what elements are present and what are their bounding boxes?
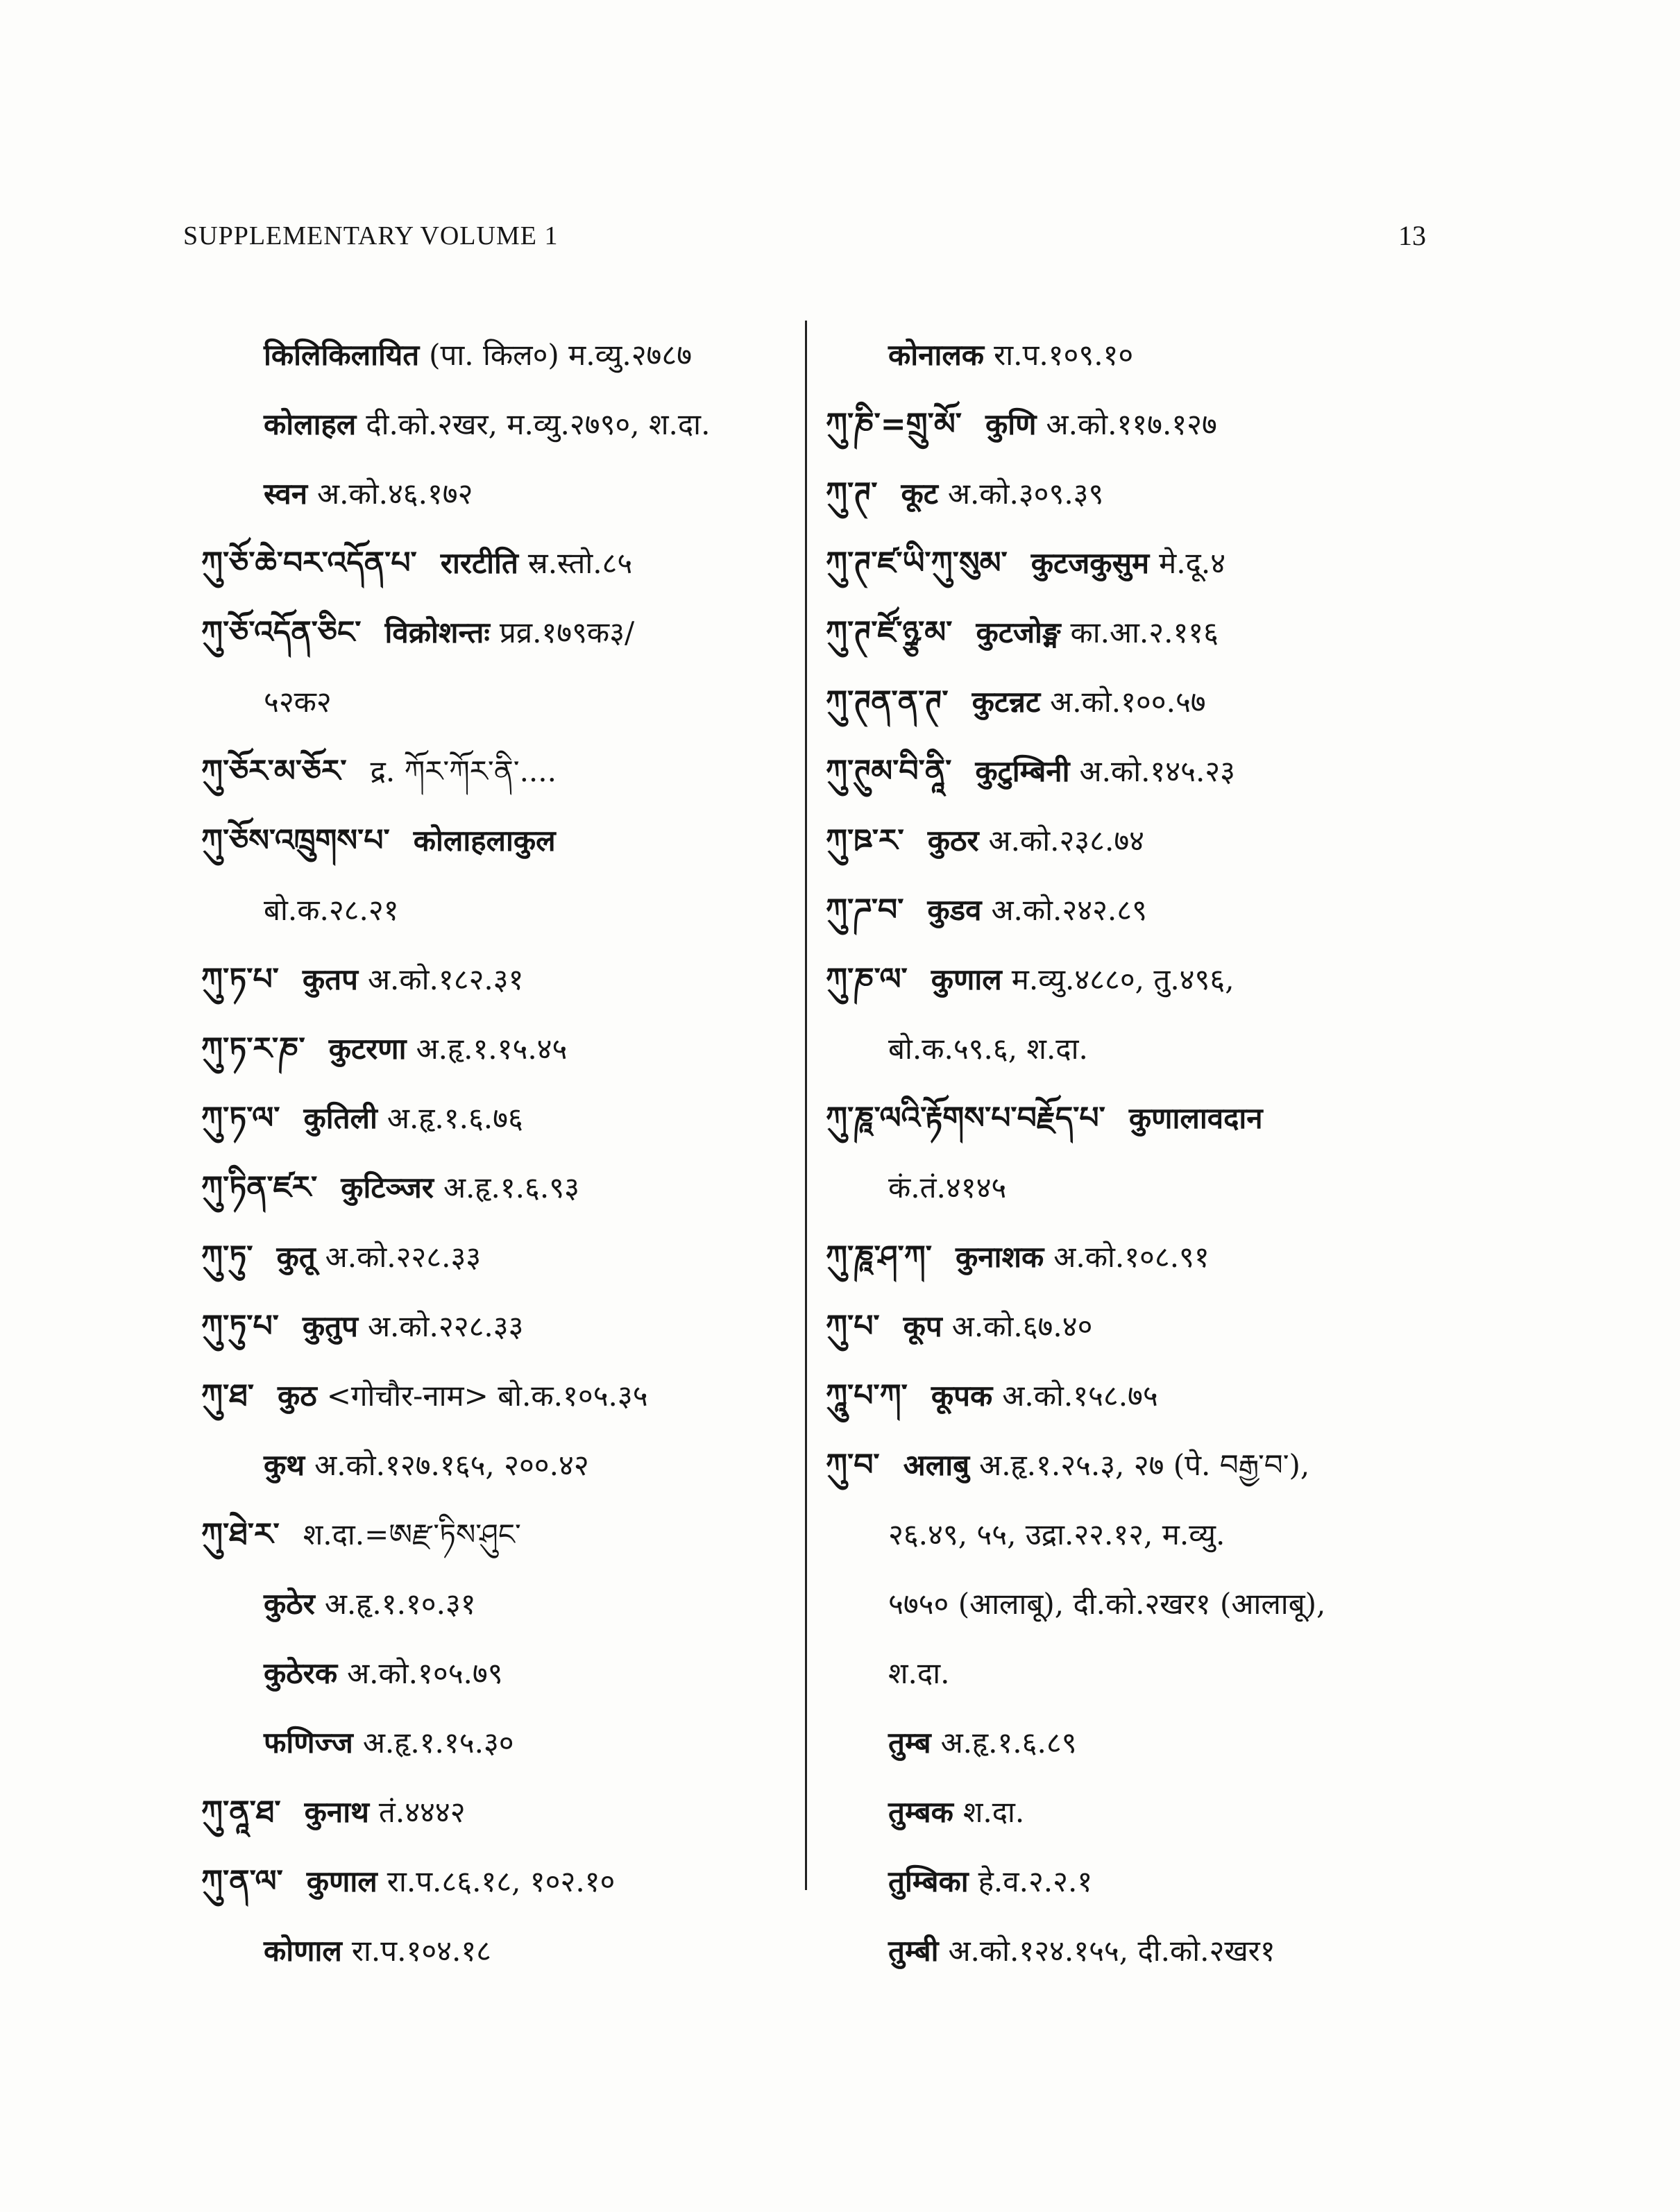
source-reference: मे.दू.४ xyxy=(1159,546,1226,580)
source-reference: श.दा. xyxy=(962,1795,1025,1829)
dictionary-entry-line xyxy=(826,529,1423,598)
page-number: 13 xyxy=(1398,220,1426,251)
tibetan-headword: ཀུ་ཏིན་ཛར་ xyxy=(201,1170,318,1205)
source-reference: अ.को.११७.१२७ xyxy=(1046,407,1217,441)
sanskrit-equivalent: स्वन xyxy=(264,477,308,511)
source-reference: अ.को.१८२.३१ xyxy=(367,962,524,996)
dictionary-entry-line xyxy=(201,945,798,1014)
tibetan-headword: ཀུ་ཎཱ་ལའི་རྟོགས་པ་བརྗོད་པ་ xyxy=(826,1100,1105,1136)
source-reference: दी.को.२खर, म.व्यु.२७९०, श.दा. xyxy=(366,407,711,441)
source-reference: का.आ.२.११६ xyxy=(1070,615,1219,649)
dictionary-entry-line xyxy=(201,1084,798,1153)
source-reference: अ.को.१०५.७९ xyxy=(347,1656,503,1690)
dictionary-entry-line xyxy=(826,1292,1423,1361)
tibetan-headword: ཀུ་ཎ་ལ་ xyxy=(826,962,908,997)
source-reference: अ.को.६७.४० xyxy=(951,1309,1093,1343)
dictionary-entry-line xyxy=(201,321,798,390)
dictionary-entry-line xyxy=(201,737,798,806)
source-reference: अ.हृ.१.६.८९ xyxy=(940,1726,1077,1760)
source-reference: (पा. किल०) म.व्यु.२७८७ xyxy=(429,338,693,372)
dictionary-entry-line xyxy=(201,1361,798,1431)
tibetan-headword: ཀུ་ཏ་པ་ xyxy=(201,962,279,997)
tibetan-headword: ཀུ་ཊུམ་བི་ནཱི་ xyxy=(826,754,952,789)
source-reference: रा.प.१०९.१० xyxy=(994,338,1134,372)
source-reference: श.दा. xyxy=(888,1656,950,1690)
dictionary-entry-line xyxy=(201,1639,798,1708)
sanskrit-equivalent: कुतिली xyxy=(303,1101,377,1135)
source-reference: कं.तं.४१४५ xyxy=(888,1171,1007,1205)
tibetan-headword: ཀུ་ཊན་ན་ཊ་ xyxy=(826,684,949,720)
column-divider xyxy=(805,321,807,1890)
source-reference: प्रव्र.१७९क३/ xyxy=(499,615,635,649)
sanskrit-equivalent: कुटरणा xyxy=(328,1032,407,1066)
dictionary-entry-line xyxy=(201,1223,798,1292)
tibetan-headword: ཀུ་ནཱ་ཐ་ xyxy=(201,1794,281,1830)
tibetan-headword: ཀུ་ཏ་ལ་ xyxy=(201,1100,280,1136)
dictionary-entry-line xyxy=(826,1153,1423,1223)
sanskrit-equivalent: कुटुम्बिनी xyxy=(975,754,1070,788)
source-reference: अ.को.२२८.३३ xyxy=(325,1240,482,1274)
sanskrit-equivalent: तुम्ब xyxy=(888,1726,931,1760)
sanskrit-equivalent: कुनाथ xyxy=(304,1795,369,1829)
dictionary-entry-line xyxy=(201,876,798,945)
sanskrit-equivalent: कूप xyxy=(903,1309,942,1343)
source-reference: अ.को.१५८.७५ xyxy=(1002,1379,1158,1413)
source-reference: अ.हृ.१.६.९३ xyxy=(443,1171,579,1205)
sanskrit-equivalent: कुटजोङ्म xyxy=(976,615,1061,649)
left-column xyxy=(201,321,798,1986)
source-reference: अ.को.२४२.८९ xyxy=(991,893,1147,927)
sanskrit-equivalent: कुणि xyxy=(985,407,1037,441)
dictionary-entry-line xyxy=(826,1847,1423,1916)
dictionary-entry-line xyxy=(826,1916,1423,1986)
source-reference: ५२क२ xyxy=(264,685,332,719)
dictionary-entry-line xyxy=(201,1500,798,1569)
tibetan-headword: ཀུ་ཌ་བ་ xyxy=(826,892,904,928)
dictionary-entry-line xyxy=(826,1569,1423,1639)
dictionary-entry-line xyxy=(826,1361,1423,1431)
tibetan-headword: ཀུ་པ་ xyxy=(826,1309,880,1344)
dictionary-entry-line xyxy=(826,737,1423,806)
dictionary-entry-line xyxy=(826,876,1423,945)
tibetan-headword: ཀུ་ཐེ་ར་ xyxy=(201,1517,280,1552)
sanskrit-equivalent: कोणाल xyxy=(264,1934,342,1968)
source-reference: अ.को.२३८.७४ xyxy=(988,824,1145,858)
dictionary-entry-line xyxy=(201,1569,798,1639)
source-reference: अ.को.१२७.१६५, २००.४२ xyxy=(314,1448,589,1482)
sanskrit-equivalent: किलिकिलायित xyxy=(264,338,420,372)
source-reference: अ.को.४६.१७२ xyxy=(317,477,473,511)
sanskrit-equivalent: कुटिञ्जर xyxy=(341,1171,434,1205)
dictionary-entry-line xyxy=(826,459,1423,529)
sanskrit-equivalent: कुठ xyxy=(278,1379,317,1413)
sanskrit-equivalent: कुठेर xyxy=(264,1587,315,1621)
source-reference: हे.व.२.२.१ xyxy=(978,1864,1093,1898)
sanskrit-equivalent: कुणालावदान xyxy=(1128,1101,1263,1135)
source-reference: अ.को.१४५.२३ xyxy=(1079,754,1235,788)
dictionary-entry-line xyxy=(826,1639,1423,1708)
sanskrit-equivalent: तुम्बक xyxy=(888,1795,953,1829)
dictionary-entry-line xyxy=(826,1431,1423,1500)
source-reference: द्र. ཀོར་ཀོར་ནི་.... xyxy=(370,754,557,788)
source-reference: श.दा.=ཨརྫ་ཏིས་ཤུང་ xyxy=(303,1517,521,1551)
sanskrit-equivalent: कोलाहलाकुल xyxy=(413,824,556,858)
dictionary-entry-line xyxy=(826,1014,1423,1084)
source-reference: अ.हृ.१.१५.४५ xyxy=(416,1032,568,1066)
right-column xyxy=(826,321,1423,1986)
source-reference: म.व्यु.४८८०, तु.४९६, xyxy=(1011,962,1234,996)
dictionary-entry-line xyxy=(826,1708,1423,1778)
tibetan-headword: ཀུ་ཊ་ xyxy=(826,476,878,511)
sanskrit-equivalent: कुणाल xyxy=(306,1864,377,1898)
sanskrit-equivalent: कुनाशक xyxy=(956,1240,1044,1274)
tibetan-headword: ཀུ་ཊ་ཛ་ཡི་ཀུ་སུམ་ xyxy=(826,545,1008,581)
dictionary-entry-line xyxy=(201,1292,798,1361)
dictionary-entry-line xyxy=(826,1500,1423,1569)
dictionary-entry-line xyxy=(826,1778,1423,1847)
tibetan-headword: ཀུ་ཋ་ར་ xyxy=(826,823,904,858)
sanskrit-equivalent: कोनालक xyxy=(888,338,985,372)
sanskrit-equivalent: कुतुप xyxy=(302,1309,358,1343)
dictionary-entry-line xyxy=(826,1084,1423,1153)
source-reference: रा.प.१०४.१८ xyxy=(351,1934,492,1968)
dictionary-entry-line xyxy=(201,1431,798,1500)
source-reference: अ.हृ.१.१५.३० xyxy=(362,1726,514,1760)
dictionary-entry-line xyxy=(826,598,1423,667)
source-reference: अ.को.१००.५७ xyxy=(1050,685,1206,719)
dictionary-entry-line xyxy=(826,806,1423,876)
dictionary-entry-line xyxy=(826,321,1423,390)
source-reference: ५७५० (आलाबू), दी.को.२खर१ (आलाबू), xyxy=(888,1587,1326,1621)
source-reference: स्र.स्तो.८५ xyxy=(527,546,633,580)
tibetan-headword: ཀུ་ཅོ་ཆེ་བར་འདོན་པ་ xyxy=(201,545,417,581)
dictionary-entry-line xyxy=(201,1708,798,1778)
dictionary-entry-line xyxy=(201,459,798,529)
sanskrit-equivalent: कुतप xyxy=(302,962,358,996)
source-reference: अ.हृ.१.२५.३, २७ (पे. བརྒྱ་བ་), xyxy=(979,1448,1310,1482)
sanskrit-equivalent: तुम्बिका xyxy=(888,1864,969,1898)
source-reference: बो.क.५९.६, श.दा. xyxy=(888,1032,1088,1066)
source-reference: रा.प.८६.१८, १०२.१० xyxy=(387,1864,616,1898)
sanskrit-equivalent: कुठर xyxy=(927,824,979,858)
sanskrit-equivalent: अलाबु xyxy=(903,1448,970,1482)
tibetan-headword: ཀུ་ཅོས་འཁྲུགས་པ་ xyxy=(201,823,390,858)
sanskrit-equivalent: रारटीति xyxy=(440,546,518,580)
dictionary-entry-line xyxy=(826,667,1423,737)
sanskrit-equivalent: फणिज्ज xyxy=(264,1726,353,1760)
tibetan-headword: ཀཱུ་པ་ཀ་ xyxy=(826,1378,908,1413)
tibetan-headword: ཀུ་ཏུ་ xyxy=(201,1239,253,1275)
sanskrit-equivalent: विक्रोशन्तः xyxy=(384,615,490,649)
sanskrit-equivalent: तुम्बी xyxy=(888,1934,939,1968)
sanskrit-equivalent: कोलाहल xyxy=(264,407,357,441)
dictionary-entry-line xyxy=(201,1778,798,1847)
tibetan-headword: ཀུ་ཎི་=གྲུ་མོ་ xyxy=(826,407,962,442)
dictionary-entry-line xyxy=(201,1847,798,1916)
source-reference: तं.४४४२ xyxy=(378,1795,466,1829)
source-reference: २६.४९, ५५, उद्रा.२२.१२, म.व्यु. xyxy=(888,1517,1225,1551)
source-reference: अ.को.१०८.९१ xyxy=(1053,1240,1210,1274)
dictionary-entry-line xyxy=(201,529,798,598)
dictionary-entry-line xyxy=(826,1223,1423,1292)
tibetan-headword: ཀུ་ཅོར་མ་ཅོར་ xyxy=(201,754,347,789)
tibetan-headword: ཀུ་ཏ་ར་ཎ་ xyxy=(201,1031,305,1066)
source-reference: अ.हृ.१.१०.३१ xyxy=(324,1587,476,1621)
dictionary-entry-line xyxy=(201,598,798,667)
dictionary-entry-line xyxy=(201,806,798,876)
tibetan-headword: ཀུ་ཅོ་འདོན་ཅིང་ xyxy=(201,615,362,650)
source-reference: अ.हृ.१.६.७६ xyxy=(387,1101,523,1135)
sanskrit-equivalent: कुथ xyxy=(264,1448,305,1482)
dictionary-entry-line xyxy=(201,667,798,737)
tibetan-headword: ཀུ་ཎཱ་ཤ་ཀ་ xyxy=(826,1239,932,1275)
running-head: SUPPLEMENTARY VOLUME 1 xyxy=(183,221,559,250)
source-reference: बो.क.२८.२१ xyxy=(264,893,399,927)
tibetan-headword: ཀུ་ཊ་ཛོ་ཉྩ་མ་ xyxy=(826,615,953,650)
source-reference: अ.को.२२८.३३ xyxy=(367,1309,524,1343)
sanskrit-equivalent: कुटजकुसुम xyxy=(1030,546,1150,580)
sanskrit-equivalent: कूट xyxy=(901,477,938,511)
source-reference: अ.को.३०९.३९ xyxy=(947,477,1104,511)
sanskrit-equivalent: कुठेरक xyxy=(264,1656,338,1690)
dictionary-entry-line xyxy=(201,1014,798,1084)
dictionary-entry-line xyxy=(201,390,798,459)
dictionary-entry-line xyxy=(201,1153,798,1223)
tibetan-headword: ཀུ་བ་ xyxy=(826,1447,880,1483)
source-reference: <गोचौर-नाम> बो.क.१०५.३५ xyxy=(326,1379,648,1413)
dictionary-entry-line xyxy=(201,1916,798,1986)
sanskrit-equivalent: कुटन्नट xyxy=(971,685,1041,719)
sanskrit-equivalent: कुडव xyxy=(927,893,982,927)
sanskrit-equivalent: कुतू xyxy=(276,1240,316,1274)
sanskrit-equivalent: कूपक xyxy=(931,1379,993,1413)
tibetan-headword: ཀུ་ཐ་ xyxy=(201,1378,255,1413)
tibetan-headword: ཀུ་ན་ལ་ xyxy=(201,1864,283,1899)
tibetan-headword: ཀུ་ཏུ་པ་ xyxy=(201,1309,279,1344)
dictionary-entry-line xyxy=(826,945,1423,1014)
sanskrit-equivalent: कुणाल xyxy=(931,962,1002,996)
source-reference: अ.को.१२४.१५५, दी.को.२खर१ xyxy=(948,1934,1275,1968)
dictionary-entry-line xyxy=(826,390,1423,459)
